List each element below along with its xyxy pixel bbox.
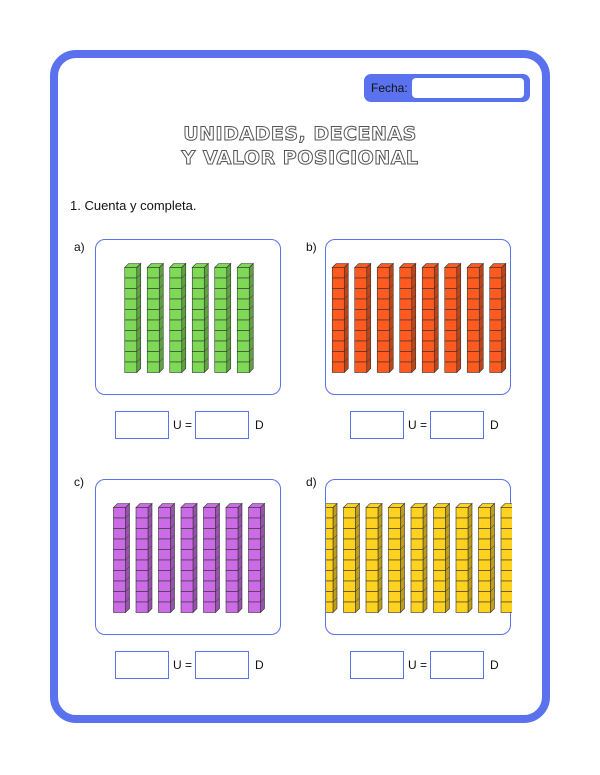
ten-rod: [400, 264, 416, 373]
ten-rod: [226, 504, 242, 613]
ten-rod: [389, 504, 405, 613]
ten-rod: [434, 504, 450, 613]
exercise-letter-a: a): [74, 240, 85, 254]
ten-rod: [159, 504, 175, 613]
title-line-2: Y VALOR POSICIONAL: [181, 147, 419, 169]
units-answer-box-a[interactable]: [115, 411, 169, 439]
ten-rod: [490, 264, 506, 373]
units-label-a: U =: [173, 418, 193, 432]
ten-rod: [501, 504, 512, 613]
units-label-b: U =: [408, 418, 428, 432]
tens-rods-c: [96, 480, 282, 636]
ten-rod: [332, 264, 348, 373]
tens-answer-box-d[interactable]: [430, 651, 484, 679]
ten-rod: [355, 264, 371, 373]
ten-rod: [147, 264, 163, 373]
ten-rod: [326, 504, 337, 613]
instruction-text: 1. Cuenta y completa.: [70, 198, 197, 213]
title-line-1: UNIDADES, DECENAS: [183, 123, 417, 145]
exercise-letter-d: d): [306, 475, 317, 489]
ten-rod: [249, 504, 265, 613]
units-label-c: U =: [173, 658, 193, 672]
ten-rod: [237, 264, 253, 373]
tens-answer-box-c[interactable]: [195, 651, 249, 679]
ten-rod: [136, 504, 152, 613]
ten-rod: [377, 264, 393, 373]
tens-answer-box-a[interactable]: [195, 411, 249, 439]
exercise-panel-b: [325, 239, 511, 395]
ten-rod: [467, 264, 483, 373]
ten-rod: [445, 264, 461, 373]
ten-rod: [114, 504, 130, 613]
answer-row-c: [115, 651, 275, 679]
tens-label-a: D: [255, 418, 264, 432]
answer-row-a: [115, 411, 275, 439]
ten-rod: [456, 504, 472, 613]
ten-rod: [215, 264, 231, 373]
tens-rods-a: [96, 240, 282, 396]
tens-label-c: D: [255, 658, 264, 672]
ten-rod: [411, 504, 427, 613]
ten-rod: [125, 264, 141, 373]
units-answer-box-b[interactable]: [350, 411, 404, 439]
tens-answer-box-b[interactable]: [430, 411, 484, 439]
units-answer-box-d[interactable]: [350, 651, 404, 679]
date-input[interactable]: [412, 78, 524, 98]
answer-row-d: [350, 651, 510, 679]
date-field-container: [364, 74, 530, 102]
tens-label-b: D: [490, 418, 499, 432]
ten-rod: [422, 264, 438, 373]
exercise-letter-b: b): [306, 240, 317, 254]
answer-row-b: [350, 411, 510, 439]
tens-rods-b: [326, 240, 512, 396]
date-label: Fecha:: [371, 81, 408, 95]
exercise-letter-c: c): [74, 475, 84, 489]
exercise-panel-d: [325, 479, 511, 635]
ten-rod: [344, 504, 360, 613]
ten-rod: [170, 264, 186, 373]
ten-rod: [366, 504, 382, 613]
units-answer-box-c[interactable]: [115, 651, 169, 679]
ten-rod: [181, 504, 197, 613]
tens-rods-d: [326, 480, 512, 636]
exercise-panel-a: [95, 239, 281, 395]
units-label-d: U =: [408, 658, 428, 672]
ten-rod: [479, 504, 495, 613]
ten-rod: [204, 504, 220, 613]
tens-label-d: D: [490, 658, 499, 672]
exercise-panel-c: [95, 479, 281, 635]
ten-rod: [192, 264, 208, 373]
